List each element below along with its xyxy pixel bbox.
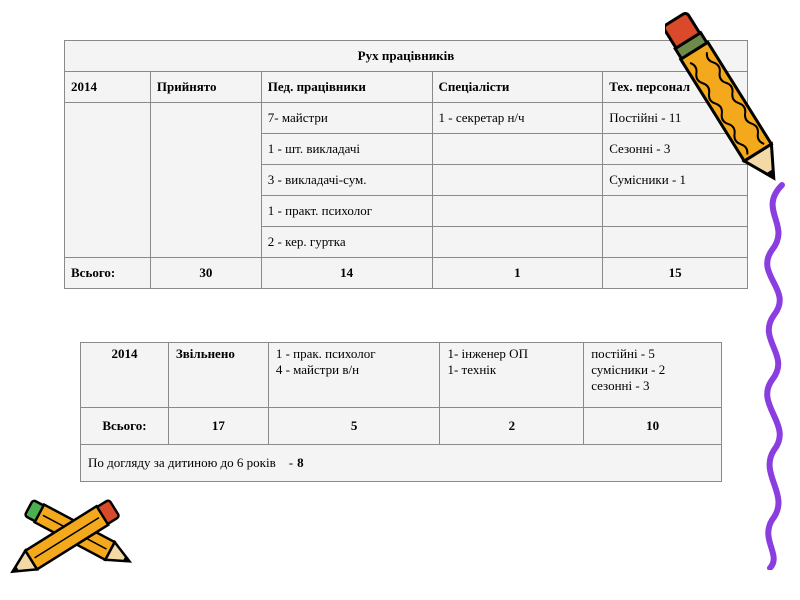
table-cell: Сумісники - 1 — [603, 165, 748, 196]
table-cell — [432, 165, 603, 196]
table-title: Рух працівників — [65, 41, 748, 72]
table-cell: Сезонні - 3 — [603, 134, 748, 165]
header-row — [65, 72, 748, 103]
total-tech-staff: 10 — [584, 408, 722, 445]
cell-line: постійні - 5 — [591, 346, 655, 361]
table-cell: 2 - кер. гуртка — [261, 227, 432, 258]
dismissed-spec-cell — [440, 343, 584, 408]
dismissed-table — [80, 342, 722, 482]
table-cell: 7- майстри — [261, 103, 432, 134]
cell-line: сезонні - 3 — [591, 378, 650, 393]
table-cell — [65, 103, 151, 258]
total-dismissed: 17 — [168, 408, 268, 445]
cell-line: 1 - прак. психолог — [275, 346, 376, 361]
header-ped-staff: Пед. працівники — [261, 72, 432, 103]
table-cell — [603, 227, 748, 258]
total-ped-staff: 5 — [268, 408, 440, 445]
total-tech-staff: 15 — [603, 258, 748, 289]
total-hired: 30 — [150, 258, 261, 289]
cell-line: 4 - майстри в/н — [275, 362, 360, 377]
note-cell — [81, 445, 722, 482]
table-cell: 1 - практ. психолог — [261, 196, 432, 227]
note-row — [81, 445, 722, 482]
total-specialists: 1 — [432, 258, 603, 289]
pencil-icon — [665, 0, 785, 200]
pencil-icon — [0, 480, 170, 595]
header-hired: Прийнято — [150, 72, 261, 103]
table-title-row — [65, 41, 748, 72]
header-year: 2014 — [65, 72, 151, 103]
table-cell — [150, 103, 261, 258]
table-row — [65, 103, 748, 134]
table-cell — [432, 196, 603, 227]
table-cell — [432, 227, 603, 258]
header-tech-staff: Тех. персонал — [603, 72, 748, 103]
table-cell: 3 - викладачі-сум. — [261, 165, 432, 196]
cell-line: сумісники - 2 — [591, 362, 666, 377]
total-row — [81, 408, 722, 445]
dismissed-ped-cell — [268, 343, 440, 408]
total-specialists: 2 — [440, 408, 584, 445]
squiggle-line — [752, 180, 798, 570]
table-cell: 1 - секретар н/ч — [432, 103, 603, 134]
total-label: Всього: — [65, 258, 151, 289]
table-cell — [603, 196, 748, 227]
dismissed-label: Звільнено — [168, 343, 268, 408]
cell-line: 1- інженер ОП — [447, 346, 528, 361]
total-ped-staff: 14 — [261, 258, 432, 289]
dismissed-year: 2014 — [81, 343, 169, 408]
note-text: По догляду за дитиною до 6 років - — [88, 455, 294, 470]
table-cell — [432, 134, 603, 165]
dismissed-tech-cell — [584, 343, 722, 408]
note-value: 8 — [297, 455, 304, 470]
table-cell: 1 - шт. викладачі — [261, 134, 432, 165]
dismissed-row — [81, 343, 722, 408]
movement-table — [64, 40, 748, 289]
total-row — [65, 258, 748, 289]
table-cell: Постійні - 11 — [603, 103, 748, 134]
total-label: Всього: — [81, 408, 169, 445]
cell-line: 1- технік — [447, 362, 497, 377]
header-specialists: Спеціалісти — [432, 72, 603, 103]
